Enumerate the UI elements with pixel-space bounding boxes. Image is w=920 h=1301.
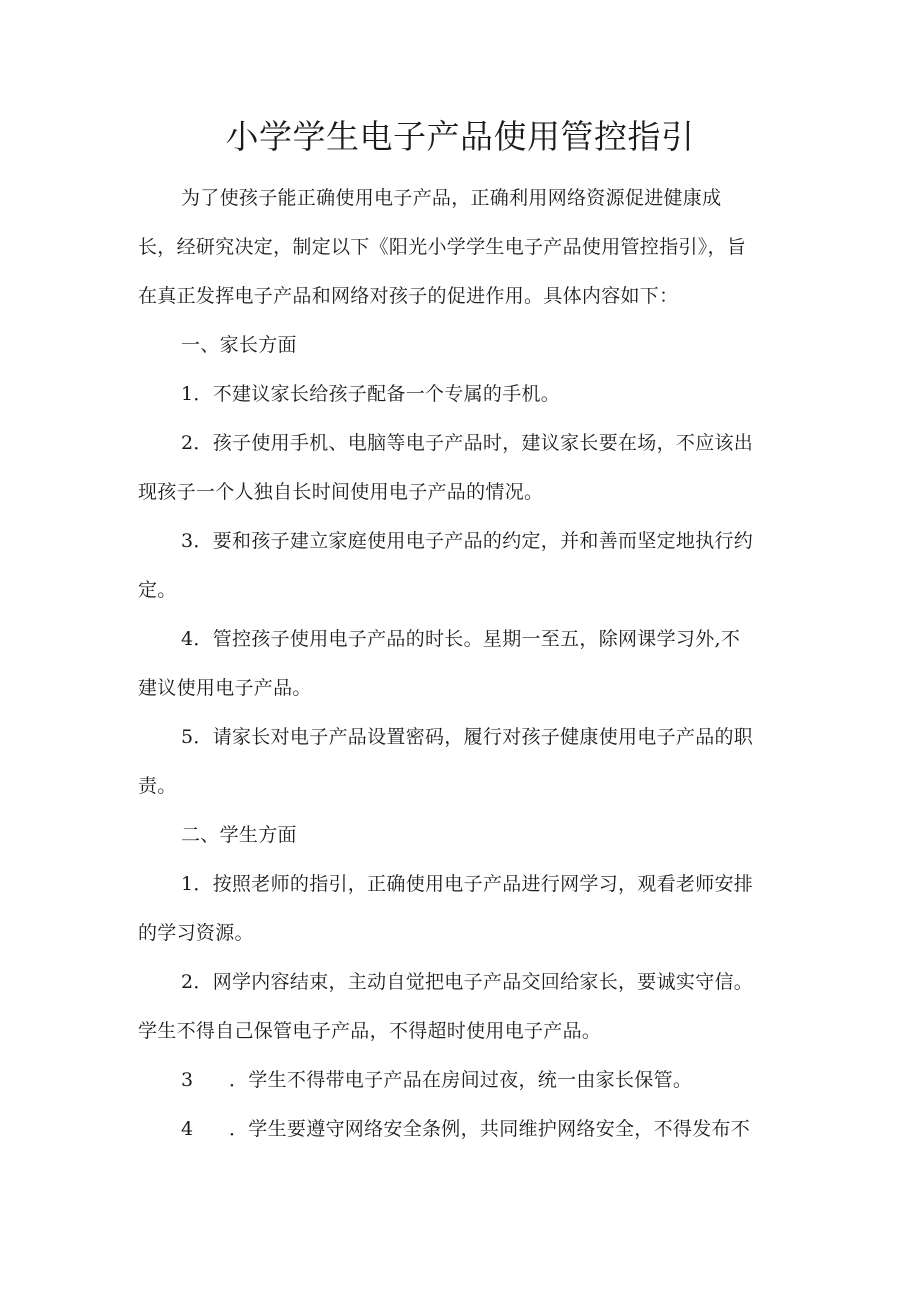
item-number: 4 xyxy=(181,1118,194,1140)
item-line: 5．请家长对电子产品设置密码，履行对孩子健康使用电子产品的职 xyxy=(181,726,754,748)
students-item-3 xyxy=(138,1056,788,1105)
item-line: 现孩子一个人独自长时间使用电子产品的情况。 xyxy=(138,481,544,503)
document-body xyxy=(138,174,788,1154)
item-line: 责。 xyxy=(138,775,177,797)
item-number: 3 xyxy=(181,1069,194,1091)
item-line xyxy=(138,1056,788,1105)
parents-item-4 xyxy=(138,615,788,713)
item-line: 学生不得自己保管电子产品，不得超时使用电子产品。 xyxy=(138,1020,602,1042)
parents-item-2 xyxy=(138,419,788,517)
intro-line: 长，经研究决定，制定以下《阳光小学学生电子产品使用管控指引》，旨 xyxy=(138,236,747,258)
item-line: 2．网学内容结束，主动自觉把电子产品交回给家长，要诚实守信。 xyxy=(181,971,754,993)
item-text: ．学生要遵守网络安全条例，共同维护网络安全，不得发布不 xyxy=(229,1118,751,1140)
item-line: 定。 xyxy=(138,579,177,601)
parents-item-1 xyxy=(138,370,788,419)
section-heading-students: 二、学生方面 xyxy=(181,824,297,846)
item-text: ．学生不得带电子产品在房间过夜，统一由家长保管。 xyxy=(229,1069,693,1091)
students-item-1 xyxy=(138,860,788,958)
item-line: 的学习资源。 xyxy=(138,922,254,944)
item-line: 1．按照老师的指引，正确使用电子产品进行网学习，观看老师安排 xyxy=(181,873,754,895)
item-line: 建议使用电子产品。 xyxy=(138,677,312,699)
intro-line: 在真正发挥电子产品和网络对孩子的促进作用。具体内容如下： xyxy=(138,285,679,307)
students-item-2 xyxy=(138,958,788,1056)
students-item-4 xyxy=(138,1105,788,1154)
intro-line: 为了使孩子能正确使用电子产品，正确利用网络资源促进健康成 xyxy=(181,187,722,209)
item-line: 2．孩子使用手机、电脑等电子产品时，建议家长要在场，不应该出 xyxy=(181,432,754,454)
item-line: 3．要和孩子建立家庭使用电子产品的约定，并和善而坚定地执行约 xyxy=(181,530,754,552)
section-heading-parents: 一、家长方面 xyxy=(181,334,297,356)
item-line xyxy=(138,1105,788,1154)
parents-item-3 xyxy=(138,517,788,615)
item-line: 4．管控孩子使用电子产品的时长。星期一至五，除网课学习外,不 xyxy=(181,628,741,650)
document-title: 小学学生电子产品使用管控指引 xyxy=(225,117,695,156)
intro-paragraph xyxy=(138,174,788,321)
item-line: 1．不建议家长给孩子配备一个专属的手机。 xyxy=(181,383,561,405)
parents-item-5 xyxy=(138,713,788,811)
